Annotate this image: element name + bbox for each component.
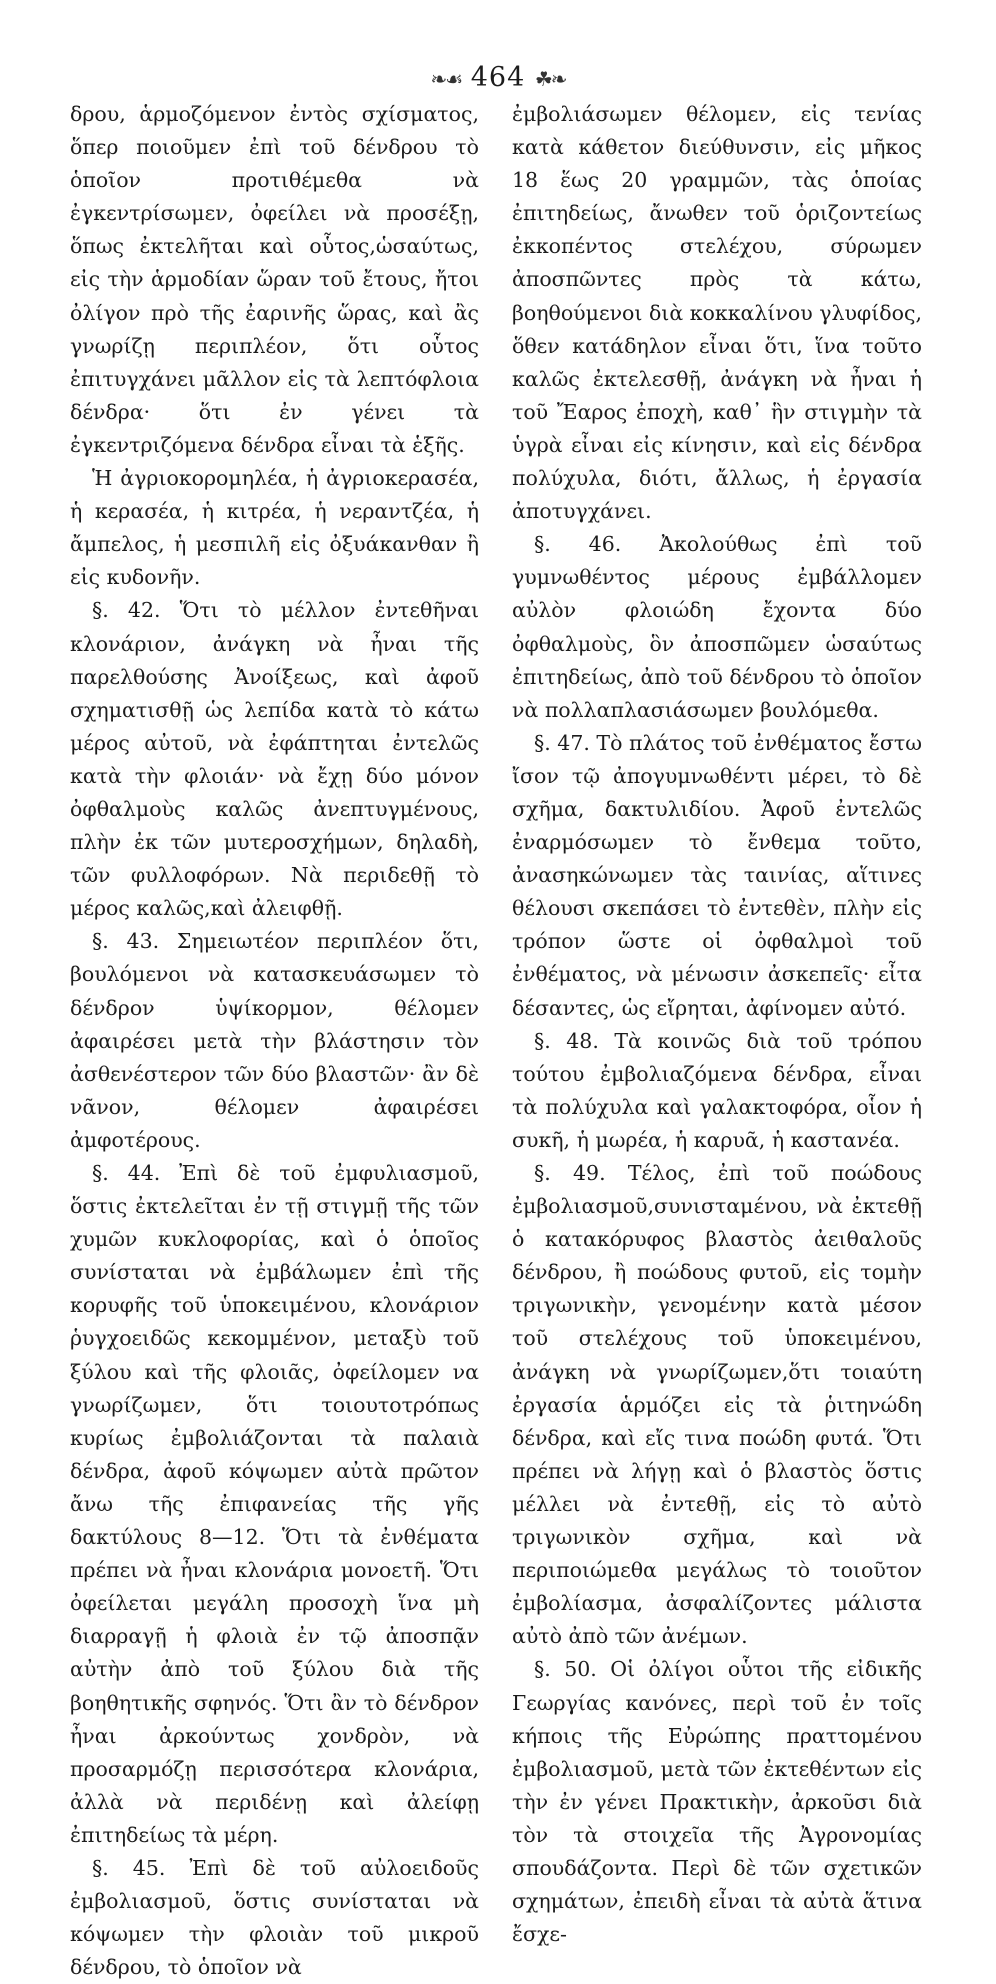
paragraph-section-43: §. 43. Σημειωτέον περιπλέον ὅτι, βουλόμενοι νὰ κατασκευάσωμεν τὸ δένδρον ὑψίκορμον, θέλομεν ἀφαιρέσει μετὰ τὴν βλάστησιν τὸν ἀσθενέστερον τῶν δύο βλαστῶν· ἂν δὲ νᾶνον, θέλομεν ἀφαιρέσει ἀμφοτέρους. bbox=[70, 929, 479, 1152]
left-column bbox=[70, 98, 479, 1984]
paragraph-section-50: §. 50. Οἱ ὀλίγοι οὗτοι τῆς εἰδικῆς Γεωργίας κανόνες, περὶ τοῦ ἐν τοῖς κήποις τῆς Εὐρώπης πραττομένου ἐμβολιασμοῦ, μετὰ τῶν ἐκτεθέντων εἰς τὴν ἐν γένει Πρακτικὴν, ἀρκοῦσι διὰ τὸν τὰ στοιχεῖα τῆς Ἀγρονομίας σπουδάζοντα. Περὶ δὲ τῶν σχετικῶν σχημάτων, ἐπειδὴ εἶναι τὰ αὐτὰ ἅτινα ἔσχε- bbox=[512, 1657, 922, 1947]
ornament-left-icon: ❧☙ bbox=[430, 67, 462, 91]
paragraph-section-48: §. 48. Τὰ κοινῶς διὰ τοῦ τρόπου τούτου ἐμβολιαζόμενα δένδρα, εἶναι τὰ πολύχυλα καὶ γαλακτοφόρα, οἷον ἡ συκῆ, ἡ μωρέα, ἡ καρυᾶ, ἡ καστανέα. bbox=[512, 1028, 922, 1152]
paragraph-section-44: §. 44. Ἐπὶ δὲ τοῦ ἐμφυλιασμοῦ, ὅστις ἐκτελεῖται ἐν τῇ στιγμῇ τῆς τῶν χυμῶν κυκλοφορίας, καὶ ὁ ὁποῖος συνίσταται νὰ ἐμβάλωμεν ἐπὶ τῆς κορυφῆς τοῦ ὑποκειμένου, κλονάριον ῥυγχοειδῶς κεκομμένον, μεταξὺ τοῦ ξύλου καὶ τῆς φλοιᾶς, ὀφείλομεν να γνωρίζωμεν, ὅτι τοιουτοτρόπως κυρίως ἐμβολιάζονται τὰ παλαιὰ δένδρα, ἀφοῦ κόψωμεν αὐτὰ πρῶτον ἄνω τῆς ἐπιφανείας τῆς γῆς δακτύλους 8—12. Ὅτι τὰ ἐνθέματα πρέπει νὰ ἦναι κλονάρια μονοετῆ. Ὅτι ὀφείλεται μεγάλη προσοχὴ ἵνα μὴ διαρραγῇ ἡ φλοιὰ ἐν τῷ ἀποσπᾷν αὐτὴν ἀπὸ τοῦ ξύλου διὰ τῆς βοηθητικῆς σφηνός. Ὅτι ἂν τὸ δένδρον ἦναι ἀρκούντως χονδρὸν, νὰ προσαρμόζῃ περισσότερα κλονάρια, ἀλλὰ νὰ περιδένῃ καὶ ἀλείφῃ ἐπιτηδείως τὰ μέρη. bbox=[70, 1161, 479, 1847]
paragraph-continuation-45: ἐμβολιάσωμεν θέλομεν, εἰς τενίας κατὰ κάθετον διεύθυνσιν, εἰς μῆκος 18 ἕως 20 γραμμῶν, τὰς ὁποίας ἐπιτηδείως, ἄνωθεν τοῦ ὁριζοντείως ἐκκοπέντος στελέχου, σύρωμεν ἀποσπῶντες πρὸς τὰ κάτω, βοηθούμενοι διὰ κοκκαλίνου γλυφίδος, ὅθεν κατάδηλον εἶναι ὅτι, ἵνα τοῦτο καλῶς ἐκτελεσθῇ, ἀνάγκη νὰ ἦναι ἡ τοῦ Ἔαρος ἐποχὴ, καθ᾿ ἣν στιγμὴν τὰ ὑγρὰ εἶναι εἰς κίνησιν, καὶ εἰς δένδρα πολύχυλα, διότι, ἄλλως, ἡ ἐργασία ἀποτυγχάνει. bbox=[512, 102, 922, 524]
page-number: 464 bbox=[470, 62, 526, 93]
paragraph-section-47: §. 47. Τὸ πλάτος τοῦ ἐνθέματος ἔστω ἴσον τῷ ἀπογυμνωθέντι μέρει, τὸ δὲ σχῆμα, δακτυλιδίου. Ἀφοῦ ἐντελῶς ἐναρμόσωμεν τὸ ἔνθεμα τοῦτο, ἀνασηκώνωμεν τὰς ταινίας, αἵτινες θέλουσι σκεπάσει τὸ ἐντεθὲν, πλὴν εἰς τρόπον ὥστε οἱ ὀφθαλμοὶ τοῦ ἐνθέματος, νὰ μένωσιν ἀσκεπεῖς· εἶτα δέσαντες, ὡς εἴρηται, ἀφίνομεν αὐτό. bbox=[512, 730, 922, 1020]
paragraph-section-49: §. 49. Τέλος, ἐπὶ τοῦ ποώδους ἐμβολιασμοῦ,συνισταμένου, νὰ ἐκτεθῇ ὁ κατακόρυφος βλαστὸς ἀειθαλοῦς δένδρου, ἢ ποώδους φυτοῦ, εἰς τομὴν τριγωνικὴν, γενομένην κατὰ μέσον τοῦ στελέχους τοῦ ὑποκειμένου, ἀνάγκη νὰ γνωρίζωμεν,ὅτι τοιαύτη ἐργασία ἁρμόζει εἰς τὰ ῥιτηνώδη δένδρα, καὶ εἴς τινα ποώδη φυτά. Ὅτι πρέπει νὰ λήγῃ καὶ ὁ βλαστὸς ὅστις μέλλει νὰ ἐντεθῇ, εἰς τὸ αὐτὸ τριγωνικὸν σχῆμα, καὶ νὰ περιποιώμεθα μεγάλως τὸ τοιοῦτον ἐμβολίασμα, ἀσφαλίζοντες μάλιστα αὐτὸ ἀπὸ τῶν ἀνέμων. bbox=[512, 1161, 922, 1649]
paragraph-tree-list: Ἡ ἀγριοκορομηλέα, ἡ ἀγριοκερασέα, ἡ κερασέα, ἡ κιτρέα, ἡ νεραντζέα, ἡ ἄμπελος, ἡ μεσπιλῆ εἰς ὀξυάκανθαν ἢ εἰς κυδονῆν. bbox=[70, 466, 479, 590]
paragraph-continuation: δρου, ἁρμοζόμενον ἐντὸς σχίσματος, ὅπερ ποιοῦμεν ἐπὶ τοῦ δένδρου τὸ ὁποῖον προτιθέμεθα νὰ ἐγκεντρίσωμεν, ὀφείλει νὰ προσέξῃ, ὅπως ἐκτελῆται καὶ οὗτος,ὡσαύτως, εἰς τὴν ἁρμοδίαν ὥραν τοῦ ἔτους, ἤτοι ὀλίγον πρὸ τῆς ἐαρινῆς ὥρας, καὶ ἂς γνωρίζῃ περιπλέον, ὅτι οὗτος ἐπιτυγχάνει μᾶλλον εἰς τὰ λεπτόφλοια δένδρα· ὅτι ἐν γένει τὰ ἐγκεντριζόμενα δένδρα εἶναι τὰ ἑξῆς. bbox=[70, 102, 479, 457]
ornament-right-icon: ☘❧ bbox=[534, 67, 566, 91]
right-column bbox=[512, 98, 922, 1951]
paragraph-section-46: §. 46. Ἀκολούθως ἐπὶ τοῦ γυμνωθέντος μέρους ἐμβάλλομεν αὐλὸν φλοιώδη ἔχοντα δύο ὀφθαλμοὺς, ὃν ἀποσπῶμεν ὡσαύτως ἐπιτηδείως, ἀπὸ τοῦ δένδρου τὸ ὁποῖον νὰ πολλαπλασιάσωμεν βουλόμεθα. bbox=[512, 532, 922, 722]
page-header bbox=[0, 62, 996, 93]
paragraph-section-42: §. 42. Ὅτι τὸ μέλλον ἐντεθῆναι κλονάριον, ἀνάγκη νὰ ἦναι τῆς παρελθούσης Ἀνοίξεως, καὶ ἀφοῦ σχηματισθῇ ὡς λεπίδα κατὰ τὸ κάτω μέρος αὐτοῦ, νὰ ἐφάπτηται ἐντελῶς κατὰ τὴν φλοιάν· νὰ ἔχῃ δύο μόνον ὀφθαλμοὺς καλῶς ἀνεπτυγμένους, πλὴν ἐκ τῶν μυτεροσχήμων, δηλαδὴ, τῶν φυλλοφόρων. Νὰ περιδεθῇ τὸ μέρος καλῶς,καὶ ἀλειφθῇ. bbox=[70, 598, 479, 921]
paragraph-section-45: §. 45. Ἐπὶ δὲ τοῦ αὐλοειδοῦς ἐμβολιασμοῦ, ὅστις συνίσταται νὰ κόψωμεν τὴν φλοιὰν τοῦ μικροῦ δένδρου, τὸ ὁποῖον νὰ bbox=[70, 1855, 479, 1980]
